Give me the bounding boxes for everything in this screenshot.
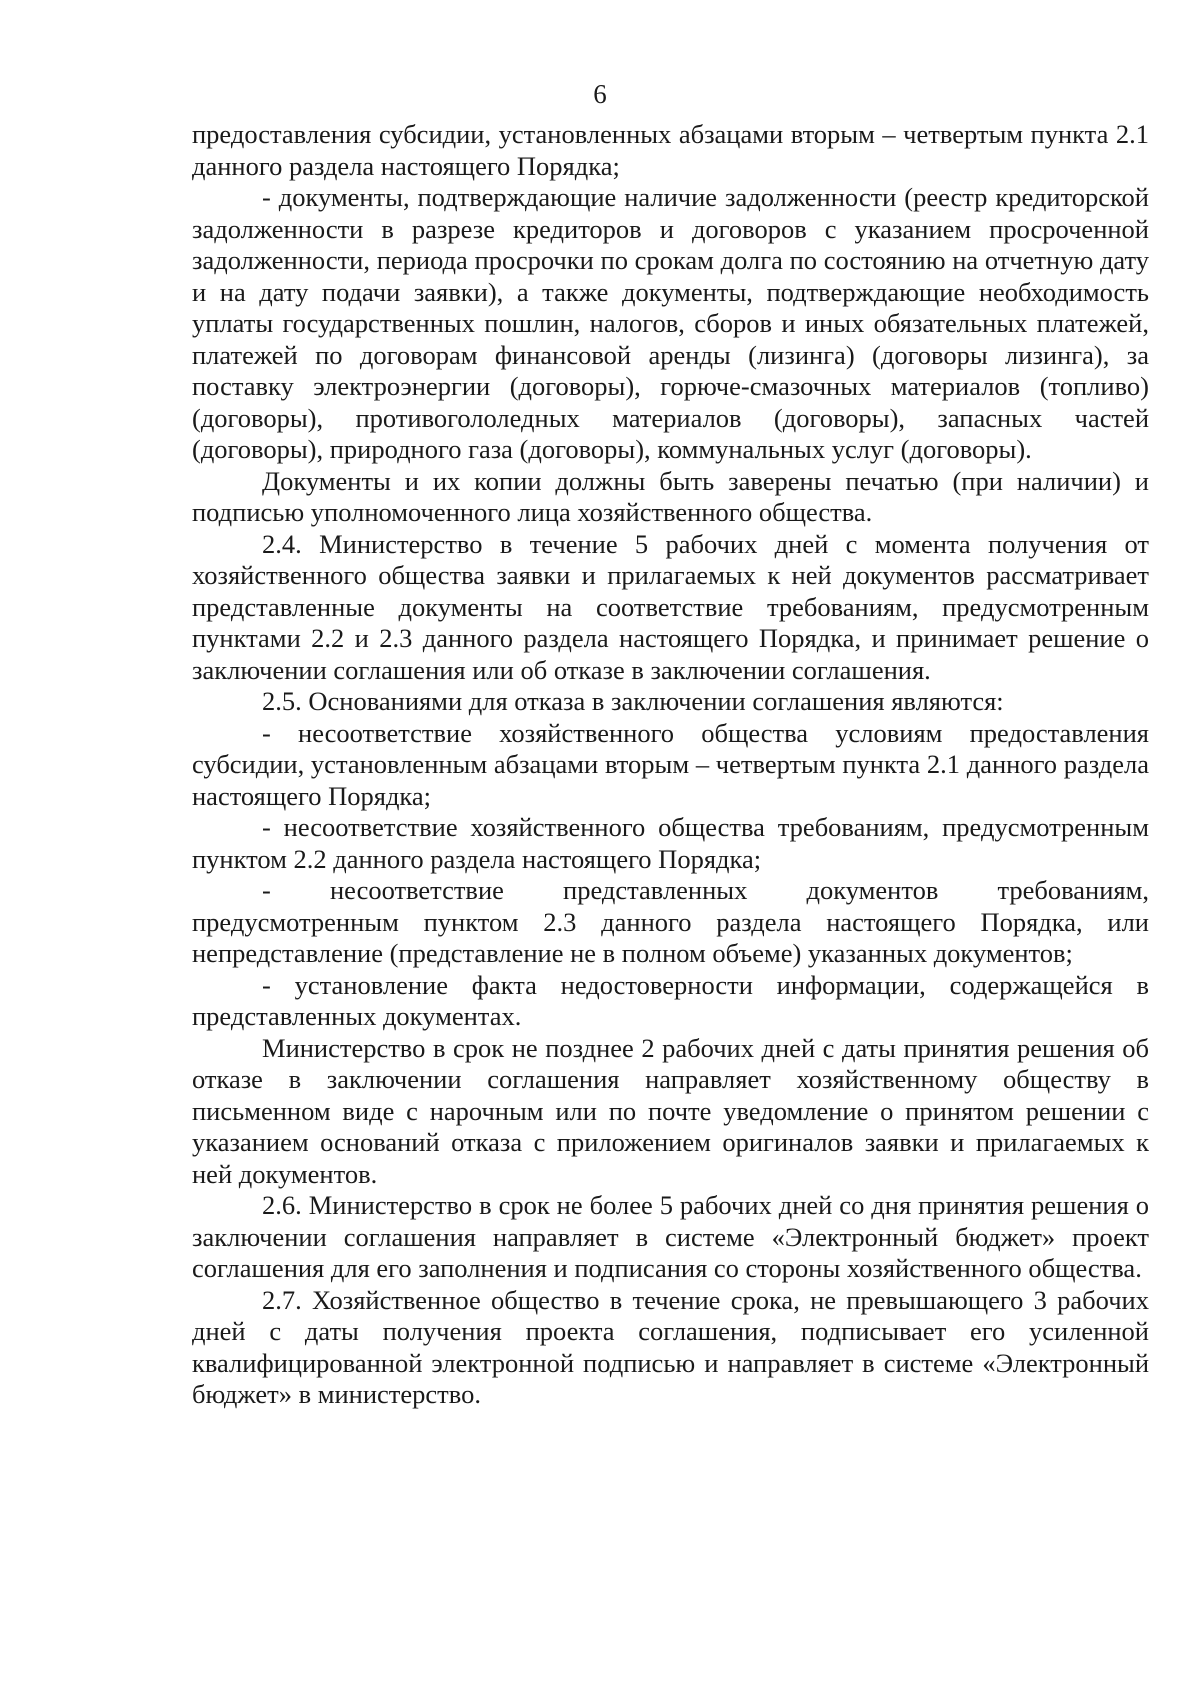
paragraph-clause-2-5: 2.5. Основаниями для отказа в заключении соглашения являются:: [262, 686, 1004, 716]
list-item-refusal-4: - установление факта недостоверности информации, содержащейся в представленных документах.: [192, 969, 1149, 1031]
paragraph-refusal-notice: Министерство в срок не позднее 2 рабочих дней с даты принятия решения об отказе в заключении соглашения направляет хозяйственному обществу в письменном виде с нарочным или по почте уведомление о принятом решении с указанием оснований отказа с приложением оригиналов заявки и прилагаемых к ней документов.: [192, 1032, 1149, 1189]
paragraph-clause-2-4: 2.4. Министерство в течение 5 рабочих дней с момента получения от хозяйственного общества заявки и прилагаемых к ней документов рассматривает представленные документы на соответствие требованиям, предусмотренным пунктами 2.2 и 2.3 данного раздела настоящего Порядка, и принимает решение о заключении соглашения или об отказе в заключении соглашения.: [192, 528, 1149, 685]
list-item-refusal-2: - несоответствие хозяйственного общества требованиям, предусмотренным пунктом 2.2 данного раздела настоящего Порядка;: [192, 812, 1149, 874]
paragraph-clause-2-7: 2.7. Хозяйственное общество в течение срока, не превышающего 3 рабочих дней с даты получения проекта соглашения, подписывает его усиленной квалифицированной электронной подписью и направляет в системе «Электронный бюджет» в министерство.: [192, 1284, 1149, 1409]
document-body: [192, 119, 1149, 1411]
paragraph-debt-documents: - документы, подтверждающие наличие задолженности (реестр кредиторской задолженности в разрезе кредиторов и договоров с указанием просроченной задолженности, периода просрочки по срокам долга по состоянию на отчетную дату и на дату подачи заявки), а также документы, подтверждающие необходимость уплаты государственных пошлин, налогов, сборов и иных обязательных платежей, платежей по договорам финансовой аренды (лизинга) (договоры лизинга), за поставку электроэнергии (договоры), горюче-смазочных материалов (топливо) (договоры), противогололедных материалов (договоры), запасных частей (договоры), природного газа (договоры), коммунальных услуг (договоры).: [192, 182, 1149, 464]
paragraph-certification: Документы и их копии должны быть заверены печатью (при наличии) и подписью уполномоченного лица хозяйственного общества.: [192, 465, 1149, 527]
paragraph-continuation: предоставления субсидии, установленных абзацами вторым – четвертым пункта 2.1 данного раздела настоящего Порядка;: [192, 119, 1149, 181]
page-number: 6: [593, 79, 607, 109]
list-item-refusal-1: - несоответствие хозяйственного общества условиям предоставления субсидии, установленным абзацами вторым – четвертым пункта 2.1 данного раздела настоящего Порядка;: [192, 717, 1149, 811]
list-item-refusal-3: - несоответствие представленных документов требованиям, предусмотренным пунктом 2.3 данного раздела настоящего Порядка, или непредставление (представление не в полном объеме) указанных документов;: [192, 875, 1149, 968]
paragraph-clause-2-6: 2.6. Министерство в срок не более 5 рабочих дней со дня принятия решения о заключении соглашения направляет в системе «Электронный бюджет» проект соглашения для его заполнения и подписания со стороны хозяйственного общества.: [192, 1190, 1149, 1283]
